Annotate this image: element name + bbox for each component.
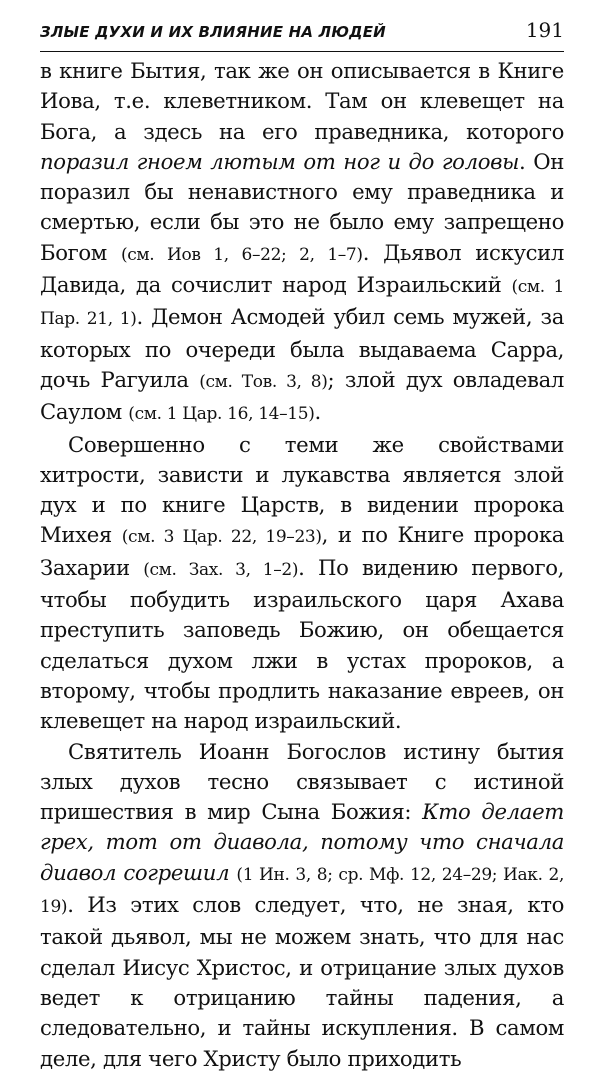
paragraph-3 (40, 737, 564, 1074)
text-segment: . Дьявол искусил Давида, да сочислит народ Израильский (40, 239, 564, 298)
text-segment: Святитель Иоанн Богослов истину бытия злых духов тесно связывает с истиной пришествия в мир Сына Божия: (40, 738, 564, 825)
scripture-reference: (см. 1 Цар. 16, 14–15) (128, 404, 315, 425)
running-title: ЗЛЫЕ ДУХИ И ИХ ВЛИЯНИЕ НА ЛЮДЕЙ (40, 23, 386, 41)
paragraph-2 (40, 430, 564, 737)
scripture-reference: (1 Ин. 3, 8; ср. Мф. 12, 24–29; Иак. 2, 19) (40, 864, 564, 918)
text-segment: Совершенно с теми же свойствами хитрости, зависти и лукавства является злой дух и по книге Царств, в видении пророка Михея (40, 431, 564, 548)
running-head (40, 18, 564, 52)
paragraph-1 (40, 56, 564, 430)
body-text (40, 56, 564, 1074)
scripture-reference: (см. Зах. 3, 1–2) (143, 559, 299, 580)
text-segment: , и по Книге пророка Захарии (40, 522, 564, 580)
text-segment: . Из этих слов следует, что, не зная, кто такой дьявол, мы не можем знать, что для нас сделал Иисус Христос, и отрицание злых духов ведет к отрицанию тайны падения, а следовательно, и тайны искупления. В самом деле, для чего Христу было приходить (40, 892, 564, 1071)
text-segment: . По видению первого, чтобы побудить израильского царя Ахава преступить заповедь Божию, он обещается сделаться духом лжи в устах пророков, а второму, чтобы продлить наказание евреев, он клевещет на народ израильский. (40, 554, 564, 734)
text-segment: в книге Бытия, так же он описывается в Книге Иова, т.е. клеветником. Там он клевещет на Бога, а здесь на его праведника, которого (40, 58, 564, 144)
scripture-reference: (см. 3 Цар. 22, 19–23) (121, 527, 322, 548)
scripture-reference: (см. 1 Пар. 21, 1) (40, 277, 565, 330)
biblical-quote: Кто делает грех, тот от диавола, потому что сначала диавол согрешил (40, 799, 564, 885)
biblical-quote: поразил гноем лютым от ног и до головы (40, 148, 520, 174)
text-segment: . Он поразил бы ненавистного ему праведника и смертью, если бы это не было ему запрещено Богом (40, 148, 565, 265)
text-segment: . Демон Асмодей убил семь мужей, за которых по очереди была выдаваема Сарра, дочь Рагуила (40, 304, 564, 392)
text-segment: . (314, 399, 321, 425)
scripture-reference: (см. Тов. 3, 8) (199, 371, 328, 392)
text-segment: ; злой дух овладевал Саулом (40, 366, 564, 425)
scripture-reference: (см. Иов 1, 6–22; 2, 1–7) (120, 244, 363, 265)
page-number: 191 (525, 18, 564, 42)
